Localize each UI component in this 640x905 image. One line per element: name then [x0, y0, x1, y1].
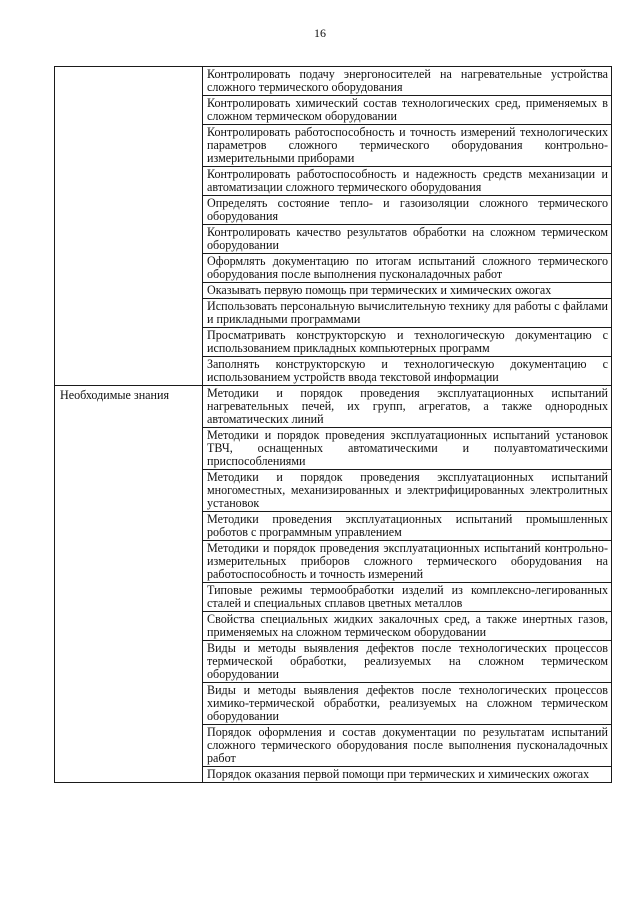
section-label-cell	[55, 67, 203, 386]
requirement-cell: Контролировать работоспособность и точность измерений технологических параметров сложного термического оборудования контрольно-измерительными приборами	[203, 125, 612, 167]
requirement-cell: Виды и методы выявления дефектов после технологических процессов химико-термической обработки, реализуемых на сложном термическом оборудовании	[203, 683, 612, 725]
requirement-cell: Контролировать химический состав технологических сред, применяемых в сложном термическом оборудовании	[203, 96, 612, 125]
requirement-cell: Типовые режимы термообработки изделий из комплексно-легированных сталей и специальных сплавов цветных металлов	[203, 583, 612, 612]
requirement-cell: Контролировать качество результатов обработки на сложном термическом оборудовании	[203, 225, 612, 254]
section-label-cell: Необходимые знания	[55, 386, 203, 783]
requirement-cell: Оформлять документацию по итогам испытаний сложного термического оборудования после выполнения пусконаладочных работ	[203, 254, 612, 283]
requirement-cell: Порядок оформления и состав документации по результатам испытаний сложного термического оборудования после выполнения пусконаладочных работ	[203, 725, 612, 767]
requirement-cell: Методики проведения эксплуатационных испытаний промышленных роботов с программным управлением	[203, 512, 612, 541]
requirement-cell: Контролировать подачу энергоносителей на нагревательные устройства сложного термического оборудования	[203, 67, 612, 96]
requirement-cell: Методики и порядок проведения эксплуатационных испытаний многоместных, механизированных и электрифицированных электролитных установок	[203, 470, 612, 512]
page-number: 16	[314, 26, 326, 40]
requirement-cell: Методики и порядок проведения эксплуатационных испытаний нагревательных печей, их групп, агрегатов, а также однородных автоматических линий	[203, 386, 612, 428]
requirements-table	[54, 66, 612, 783]
requirements-table-body	[55, 67, 612, 783]
table-row	[55, 386, 612, 428]
requirement-cell: Методики и порядок проведения эксплуатационных испытаний установок ТВЧ, оснащенных автоматическими и полуавтоматическими приспособлениями	[203, 428, 612, 470]
requirement-cell: Использовать персональную вычислительную технику для работы с файлами и прикладными программами	[203, 299, 612, 328]
requirement-cell: Контролировать работоспособность и надежность средств механизации и автоматизации сложного термического оборудования	[203, 167, 612, 196]
requirement-cell: Виды и методы выявления дефектов после технологических процессов термической обработки, реализуемых на сложном термическом оборудовании	[203, 641, 612, 683]
table-row	[55, 67, 612, 96]
requirement-cell: Определять состояние тепло- и газоизоляции сложного термического оборудования	[203, 196, 612, 225]
requirement-cell: Методики и порядок проведения эксплуатационных испытаний контрольно-измерительных приборов сложного термического оборудования на работоспособность и точность измерений	[203, 541, 612, 583]
requirement-cell: Свойства специальных жидких закалочных сред, а также инертных газов, применяемых на сложном термическом оборудовании	[203, 612, 612, 641]
requirement-cell: Заполнять конструкторскую и технологическую документацию с использованием устройств ввода текстовой информации	[203, 357, 612, 386]
requirement-cell: Оказывать первую помощь при термических и химических ожогах	[203, 283, 612, 299]
requirement-cell: Просматривать конструкторскую и технологическую документацию с использованием прикладных компьютерных программ	[203, 328, 612, 357]
requirement-cell: Порядок оказания первой помощи при термических и химических ожогах	[203, 767, 612, 783]
